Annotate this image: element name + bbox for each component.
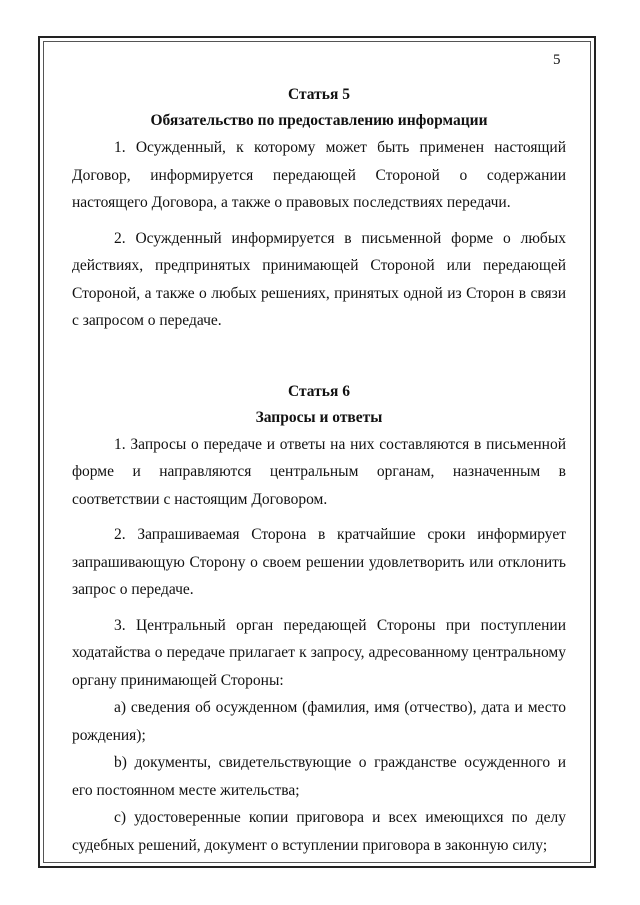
list-item: b) документы, свидетельствующие о гражданстве осужденного и его постоянном месте жительства;	[72, 754, 566, 799]
document-body	[72, 82, 566, 859]
article-title: Статья 5	[288, 86, 350, 103]
paragraph: 3. Центральный орган передающей Стороны при поступлении ходатайства о передаче прилагает к запросу, адресованному центральному органу принимающей Стороны:	[72, 616, 566, 689]
page-number: 5	[553, 52, 561, 68]
paragraph: 2. Осужденный информируется в письменной форме о любых действиях, предпринятых принимающей Стороной или передающей Стороной, а также о любых решениях, принятых одной из Сторон в связи с запросом о передаче.	[72, 229, 566, 329]
article-5	[72, 82, 566, 335]
paragraph: 2. Запрашиваемая Сторона в кратчайшие сроки информирует запрашивающую Сторону о своем решении удовлетворить или отклонить запрос о передаче.	[72, 526, 566, 598]
list-item: а) сведения об осужденном (фамилия, имя (отчество), дата и место рождения);	[72, 699, 566, 744]
article-6	[72, 379, 566, 860]
article-title: Статья 6	[288, 382, 350, 400]
article-subtitle: Запросы и ответы	[255, 408, 383, 426]
article-subtitle: Обязательство по предоставлению информации	[150, 112, 488, 129]
paragraph: 1. Запросы о передаче и ответы на них составляются в письменной форме и направляются центральным органам, назначенным в соответствии с настоящим Договором.	[72, 435, 566, 508]
paragraph: 1. Осужденный, к которому может быть применен настоящий Договор, информируется передающей Стороной о содержании настоящего Договора, а также о правовых последствиях передачи.	[72, 139, 566, 211]
list-item: с) удостоверенные копии приговора и всех имеющихся по делу судебных решений, документ о вступлении приговора в законную силу;	[72, 809, 566, 854]
